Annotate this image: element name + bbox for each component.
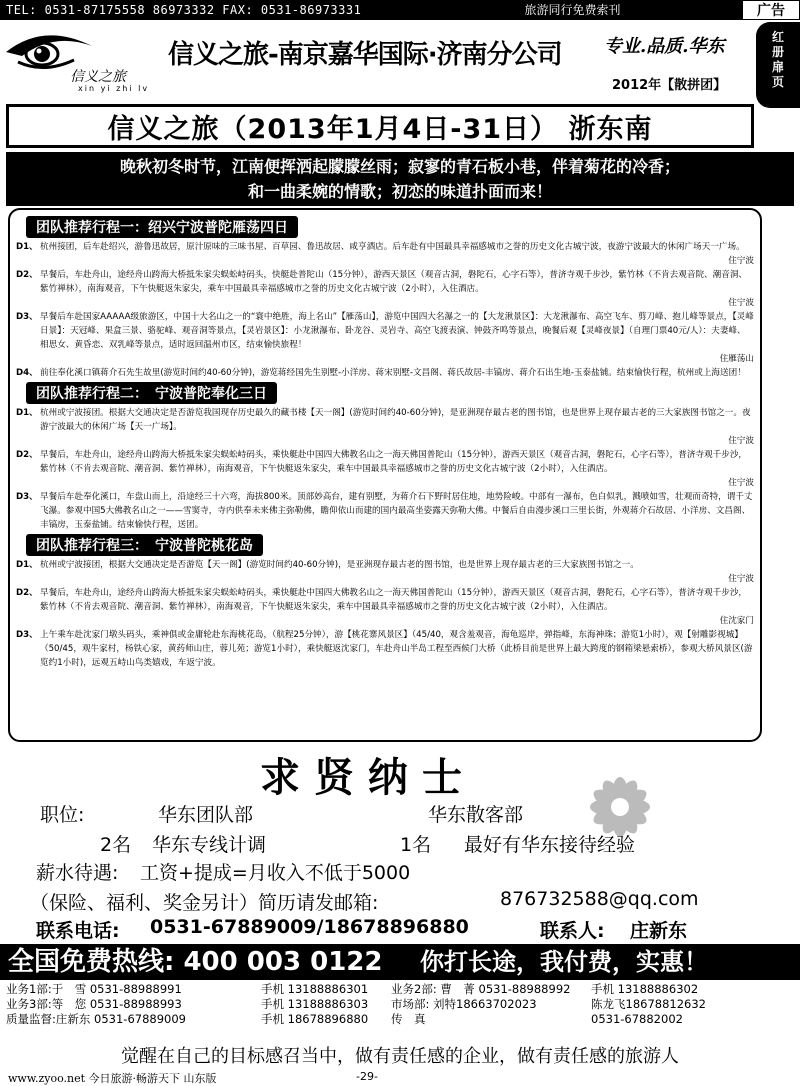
day-stay: 住沈家门 bbox=[719, 616, 754, 626]
day-stay: 住宁波 bbox=[728, 436, 754, 446]
page-title: 信义之旅（2013年1月4日-31日） 浙东南 bbox=[6, 104, 754, 148]
side-tab-label: 红册扉页 bbox=[771, 30, 784, 89]
day-text: 杭州或宁波接团。根据大交通决定是否游览我国现存历史最久的藏书楼【天一阁】(游览时间约40-60分钟)，是亚洲现存最古老的图书馆，也是世界上现存最古老的三大家族图书馆之一。夜游宁波最大的休闲广场【天一广场】。 bbox=[40, 408, 751, 432]
day-text: 早餐后车赴奉化溪口，车盘山而上，沿途经三十六弯，海拔800米。顶部妙高台，建有别墅，为蒋介石下野时居住地，地势险峻。中部有一瀑布，色白似乳，溅喷如雪，壮观而奇特，谓千丈飞瀑。参观中国5大佛教名山之一——雪窦寺，寺内供奉未来佛主弥勒佛，瞻仰依山而建的国内最高坐姿露天弥勒大佛。中餐后自由漫步溪口三里长街，外观蒋介石故居、小洋房、文昌阁、丰镐房，玉泰盐铺。结束愉快行程，送团。 bbox=[40, 492, 753, 530]
route-1-title: 团队推荐行程一：绍兴宁波普陀雁荡四日 bbox=[26, 216, 298, 238]
day-text: 杭州或宁波接团，根据大交通决定是否游览【天一阁】(游览时间约40-60分钟)，是亚洲现存最古老的图书馆，也是世界上现存最古老的三大家族图书馆之一。 bbox=[40, 560, 639, 570]
day-label: D1、 bbox=[16, 560, 38, 570]
day-label: D3、 bbox=[16, 492, 38, 502]
route-1-day-4 bbox=[16, 366, 754, 380]
tel-fax: TEL: 0531-87175558 86973332 FAX: 0531-86973331 bbox=[6, 3, 362, 17]
staff-contacts bbox=[6, 982, 796, 1027]
dept-1: 华东团队部 bbox=[158, 804, 254, 826]
hotline-banner bbox=[0, 944, 800, 980]
side-tab bbox=[756, 22, 800, 108]
staff-mobile-2: 陈龙飞18678812632 bbox=[591, 997, 706, 1011]
route-1-day-3 bbox=[16, 310, 754, 366]
count-1: 2名 bbox=[100, 834, 132, 856]
staff-row bbox=[6, 997, 796, 1012]
footer-site: www.zyoo.net 今日旅游·畅游天下 山东版 bbox=[8, 1072, 217, 1085]
ad-badge: 广告 bbox=[742, 0, 800, 20]
intro-line-1: 晚秋初冬时节，江南便挥洒起朦朦丝雨；寂寥的青石板小巷，伴着菊花的冷香； bbox=[119, 157, 680, 176]
day-label: D2、 bbox=[16, 588, 38, 598]
day-label: D3、 bbox=[16, 312, 38, 322]
role-2: 最好有华东接待经验 bbox=[464, 834, 636, 856]
day-text: 上午乘车赴沈家门墩头码头，乘神俱或金庸轮赴东海桃花岛，（航程25分钟），游【桃花寨风景区】（45/40，观含羞观音，海龟巡岸，弹指峰，东海神珠；游览1小时），观【射雕影视城】（50/45，观牛家村，杨铁心家，黄药师山庄，蓉儿苑；游览1小时），乘快艇返沈家门，车赴舟山半岛工程至西候门大桥（此桥目前是世界上最大跨度的钢箱梁悬索桥），参观大桥风景区(游览约1小时)，远观五峙山鸟类嬉戏，车返宁波。 bbox=[40, 630, 753, 668]
salary: 工资+提成=月收入不低于5000 bbox=[140, 862, 411, 884]
year-tag: 2012年【散拼团】 bbox=[612, 78, 727, 93]
day-text: 前往奉化溪口镇蒋介石先生故里(游览时间约40-60分钟)，游览蒋经国先生别墅-小洋房、蒋宋别墅-文昌阁、蒋氏故居-丰镐房、蒋介石出生地-玉泰盐铺。结束愉快行程，杭州或上海送团！ bbox=[40, 368, 746, 378]
route-3-title: 团队推荐行程三： 宁波普陀桃花岛 bbox=[26, 534, 263, 556]
brand-header bbox=[0, 22, 752, 100]
contact-label: 联系人: bbox=[540, 920, 605, 942]
staff-row bbox=[6, 982, 796, 997]
route-1-day-2 bbox=[16, 268, 754, 310]
salary-label: 薪水待遇: bbox=[36, 862, 119, 884]
staff-mobile: 手机 13188886301 bbox=[261, 982, 369, 996]
benefits: （保险、福利、奖金另计）简历请发邮箱: bbox=[30, 892, 379, 914]
intro-banner bbox=[6, 152, 794, 206]
contact-name: 庄新东 bbox=[630, 920, 688, 942]
logo-name: 信义之旅 bbox=[70, 69, 126, 85]
route-3-day-1 bbox=[16, 558, 754, 586]
day-stay: 住雁荡山 bbox=[719, 354, 754, 364]
staff-dept: 业务1部:于 雪 0531-88988991 bbox=[6, 982, 182, 996]
hotline-number: 400 003 0122 bbox=[183, 947, 383, 977]
day-text: 早餐后车赴国家AAAAA级旅游区，中国十大名山之一的“寰中绝胜，海上名山”【雁荡山】，游览中国四大名瀑之一的【大龙湫景区】：大龙湫瀑布、高空飞车、剪刀峰、抱儿峰等景点，【灵峰日景】：天冠峰、果盒三景、骆驼峰、观音洞等景点，【灵岩景区】：小龙湫瀑布、卧龙谷、灵岩寺、高空飞渡表演、钟鼓齐鸣等景点，晚餐后观【灵峰夜景】（自理门票40元/人）：夫妻峰、相思女、黄昏恋、双乳峰等景点，适时返回温州市区，结束愉快旅程！ bbox=[40, 312, 754, 350]
staff-mobile-2: 手机 13188886302 bbox=[591, 982, 699, 996]
position-label: 职位: bbox=[40, 804, 85, 826]
route-2-day-2 bbox=[16, 448, 754, 490]
resume-email: 876732588@qq.com bbox=[500, 888, 699, 910]
company-name: 信义之旅-南京嘉华国际·济南分公司 bbox=[168, 40, 562, 70]
logo bbox=[4, 26, 164, 92]
day-text: 早餐后，车赴舟山，途经舟山跨海大桥抵朱家尖蜈蚣峙码头，乘快艇赴中国四大佛教名山之一海天佛国普陀山（15分钟），游西天景区（观音古洞，磐陀石，心字石等），普济寺观千步沙，紫竹林（不肯去观音院、潮音洞、紫竹禅林），南海观音，下午快艇返朱家尖，乘车中国最具幸福感城市之誉的历史文化古城宁波（2小时），入住酒店。 bbox=[40, 588, 748, 612]
phone-label: 联系电话: bbox=[36, 920, 120, 942]
staff-dept-2: 市场部: 刘特18663702023 bbox=[391, 997, 537, 1011]
staff-dept: 业务3部:等 您 0531-88988993 bbox=[6, 997, 182, 1011]
slogan: 专业.品质.华东 bbox=[604, 36, 725, 57]
staff-row bbox=[6, 1012, 796, 1027]
route-2-day-1 bbox=[16, 406, 754, 448]
free-catalog-note: 旅游同行免费索刊 bbox=[524, 3, 621, 17]
staff-mobile: 手机 18678896880 bbox=[261, 1012, 369, 1026]
hotline-label: 全国免费热线: bbox=[8, 947, 175, 977]
staff-dept-2: 业务2部: 曹 菁 0531-88988992 bbox=[391, 982, 571, 996]
day-label: D2、 bbox=[16, 450, 38, 460]
page-number: -29- bbox=[356, 1070, 378, 1083]
recruit-title: 求贤纳士 bbox=[260, 755, 476, 801]
motto: 觉醒在自己的目标感召当中，做有责任感的企业，做有责任感的旅游人 bbox=[121, 1046, 679, 1067]
route-3-day-3 bbox=[16, 628, 754, 670]
day-stay: 住宁波 bbox=[728, 574, 754, 584]
itinerary-box bbox=[8, 208, 762, 742]
route-1-day-1 bbox=[16, 240, 754, 268]
count-2: 1名 bbox=[400, 834, 432, 856]
staff-dept: 质量监督:庄新东 0531-67889009 bbox=[6, 1012, 186, 1026]
day-stay: 住宁波 bbox=[728, 478, 754, 488]
dept-2: 华东散客部 bbox=[428, 804, 524, 826]
day-label: D2、 bbox=[16, 270, 38, 280]
top-contact-bar bbox=[0, 0, 800, 20]
day-label: D1、 bbox=[16, 242, 38, 252]
day-stay: 住宁波 bbox=[728, 256, 754, 266]
phone-number: 0531-67889009/18678896880 bbox=[150, 916, 469, 938]
route-2-title: 团队推荐行程二： 宁波普陀奉化三日 bbox=[26, 382, 277, 404]
day-label: D4、 bbox=[16, 368, 38, 378]
staff-mobile: 手机 13188886303 bbox=[261, 997, 369, 1011]
fax-number: 0531-67882002 bbox=[591, 1012, 683, 1026]
route-3-day-2 bbox=[16, 586, 754, 628]
recruitment-section bbox=[0, 744, 800, 944]
day-stay: 住宁波 bbox=[728, 298, 754, 308]
day-text: 早餐后，车赴舟山，途经舟山跨海大桥抵朱家尖蜈蚣峙码头，快艇赴普陀山（15分钟），游西天景区（观音古洞，磐陀石，心字石等），普济寺观千步沙，紫竹林（不肯去观音院、潮音洞、紫竹禅林），南海观音，下午快艇返朱家尖，乘车中国最具幸福感城市之誉的历史文化古城宁波（2小时），入住酒店。 bbox=[40, 270, 748, 294]
day-label: D3、 bbox=[16, 630, 38, 640]
role-1: 华东专线计调 bbox=[152, 834, 267, 856]
day-label: D1、 bbox=[16, 408, 38, 418]
hotline-tagline: 你打长途，我付费，实惠！ bbox=[420, 948, 708, 976]
intro-line-2: 和一曲柔婉的情歌；初恋的味道扑面而来！ bbox=[247, 182, 552, 201]
day-text: 杭州接团，后车赴绍兴，游鲁迅故居，原汁原味的三味书屋、百草园、鲁迅故居、咸亨酒店。后车赴有中国最具幸福感城市之誉的历史文化古城宁波，夜游宁波最大的休闲广场天一广场。 bbox=[40, 242, 745, 252]
route-2-day-3 bbox=[16, 490, 754, 532]
day-text: 早餐后，车赴舟山，途经舟山跨海大桥抵朱家尖蜈蚣峙码头，乘快艇赴中国四大佛教名山之一海天佛国普陀山（15分钟），游西天景区（观音古洞，磐陀石，心字石等），普济寺观千步沙，紫竹林（不肯去观音院、潮音洞、紫竹禅林），南海观音，下午快艇返朱家尖，乘车中国最具幸福感城市之誉的历史文化古城宁波（2小时），入住酒店。 bbox=[40, 450, 748, 474]
logo-pinyin: xin yi zhi lv bbox=[78, 84, 150, 93]
fax-label: 传 真 bbox=[391, 1012, 426, 1026]
